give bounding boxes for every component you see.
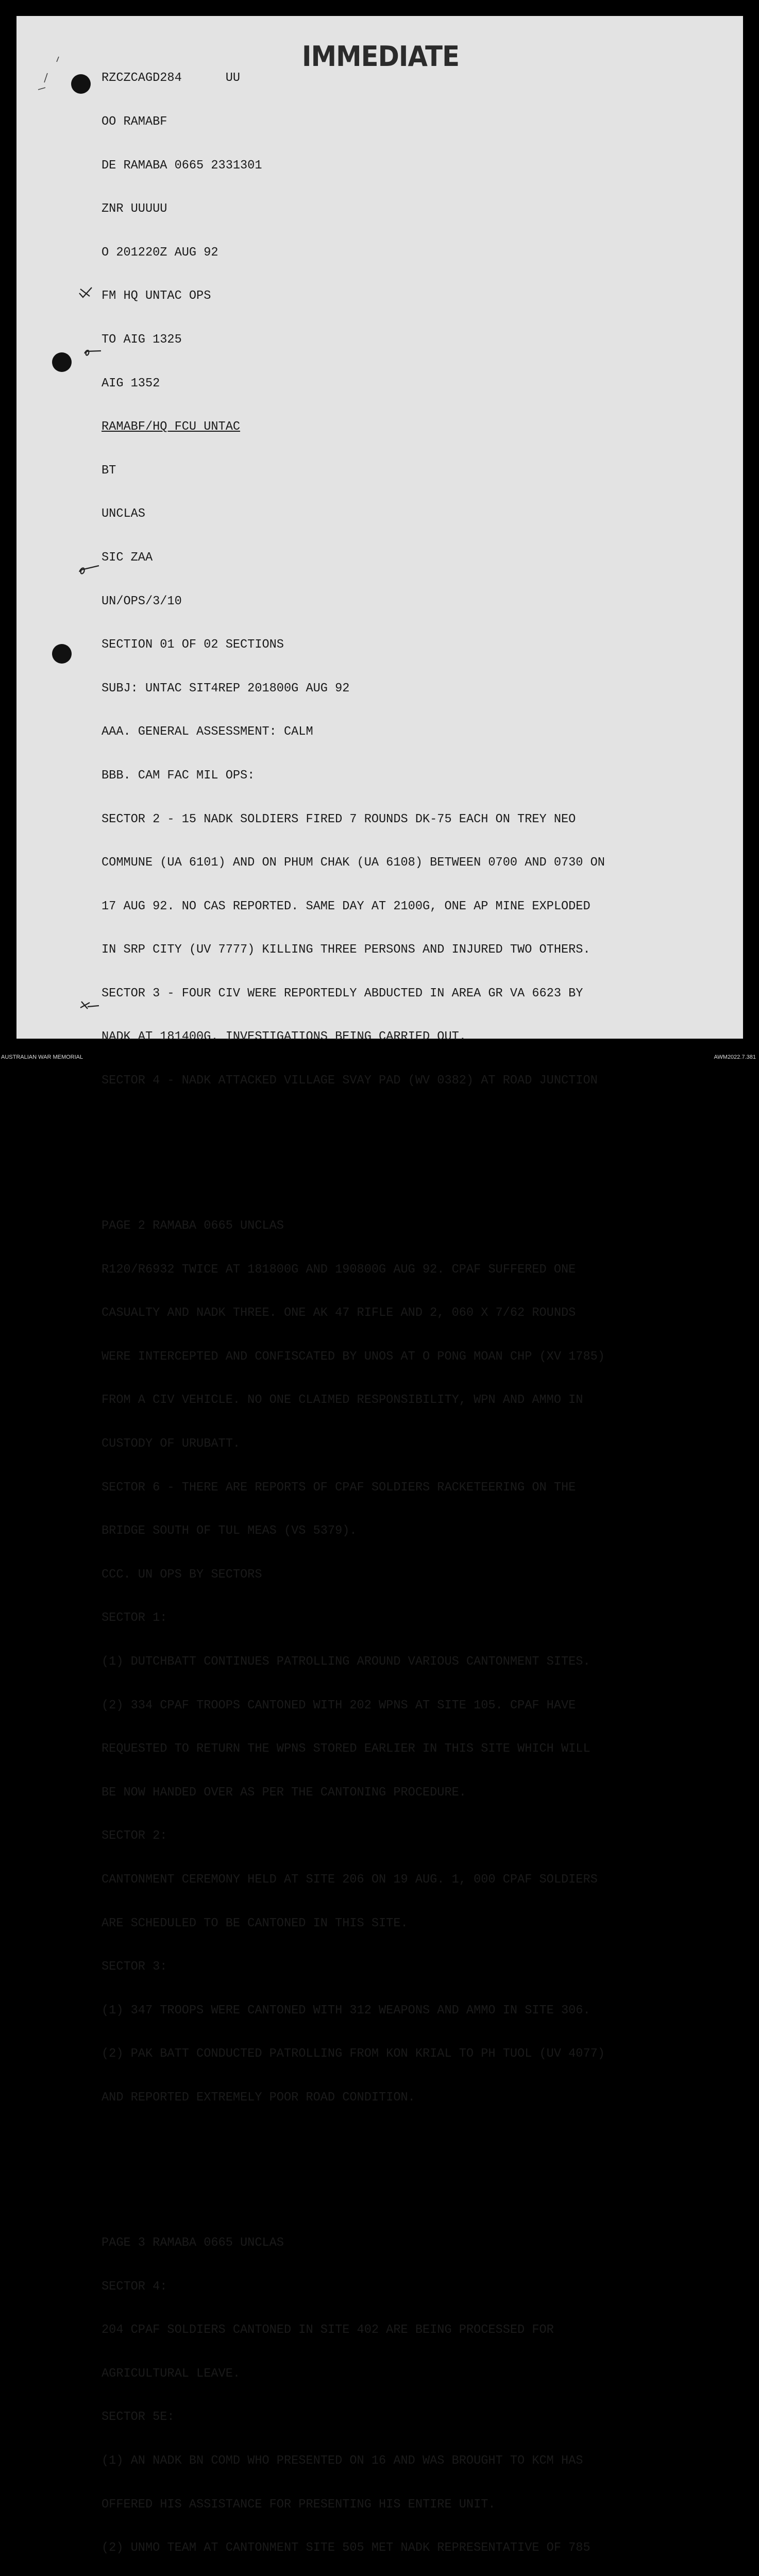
header-line: FM HQ UNTAC OPS [102,289,211,303]
header-line: 17 AUG 92. NO CAS REPORTED. SAME DAY AT 2100G, ONE AP MINE EXPLODED [102,899,591,913]
tick-mark-icon [78,999,101,1012]
header-line: IN SRP CITY (UV 7777) KILLING THREE PERSONS AND INJURED TWO OTHERS. [102,943,591,957]
header-line: RZCZCAGD284 UU [102,71,241,86]
page2-line: CUSTODY OF URUBATT. [102,1437,241,1451]
header-line: TO AIG 1325 [102,332,182,347]
header-line: AIG 1352 [102,376,160,391]
header-line: NADK AT 181400G. INVESTIGATIONS BEING CARRIED OUT. [102,1030,466,1044]
page2-line: SECTOR 2: [102,1829,167,1843]
header-line: DE RAMABA 0665 2331301 [102,158,262,173]
page2-line: BRIDGE SOUTH OF TUL MEAS (VS 5379). [102,1524,357,1538]
page2-line: AND REPORTED EXTREMELY POOR ROAD CONDITION. [102,2090,415,2105]
page2-line: (2) 334 CPAF TROOPS CANTONED WITH 202 WPNS AT SITE 105. CPAF HAVE [102,1698,576,1713]
page3-line: (2) UNMO TEAM AT CANTONMENT SITE 505 MET NADK REPRESENTATIVE OF 785 [102,2541,591,2555]
page2-line: SECTOR 1: [102,1611,167,1625]
header-line: OO RAMABF [102,115,167,129]
header-line: SUBJ: UNTAC SIT4REP 201800G AUG 92 [102,681,350,696]
page2-line: (2) PAK BATT CONDUCTED PATROLLING FROM KON KRIAL TO PH TUOL (UV 4077) [102,2047,605,2061]
page3-line: AGRICULTURAL LEAVE. [102,2366,241,2381]
header-line: UNCLAS [102,507,145,521]
header-line: BT [102,463,116,478]
tick-mark-icon [77,564,100,577]
header-line: SECTOR 3 - FOUR CIV WERE REPORTEDLY ABDUCTED IN AREA GR VA 6623 BY [102,986,583,1001]
footer-left: AUSTRALIAN WAR MEMORIAL [1,1054,83,1060]
header-line: BBB. CAM FAC MIL OPS: [102,768,255,783]
pencil-mark-icon [36,52,67,98]
header-line: SECTOR 4 - NADK ATTACKED VILLAGE SVAY PAD (WV 0382) AT ROAD JUNCTION [102,1074,598,1088]
header-line: ZNR UUUUU [102,202,167,216]
message-header-block [102,42,605,2576]
punch-hole [71,74,91,94]
punch-hole [52,352,72,372]
page2-line: WERE INTERCEPTED AND CONFISCATED BY UNOS AT O PONG MOAN CHP (XV 1785) [102,1349,605,1364]
page2-line: PAGE 2 RAMABA 0665 UNCLAS [102,1219,284,1233]
page2-line: SECTOR 6 - THERE ARE REPORTS OF CPAF SOLDIERS RACKETEERING ON THE [102,1480,576,1495]
footer-right: AWM2022.7.381 [714,1054,756,1060]
header-line: O 201220Z AUG 92 [102,245,218,260]
page2-line: CASUALTY AND NADK THREE. ONE AK 47 RIFLE AND 2, 060 X 7/62 ROUNDS [102,1306,576,1320]
page3-line: (1) AN NADK BN COMD WHO PRESENTED ON 16 AND WAS BROUGHT TO KCM HAS [102,2453,583,2468]
page2-line: CANTONMENT CEREMONY HELD AT SITE 206 ON 19 AUG. 1, 000 CPAF SOLDIERS [102,1872,598,1887]
header-line: RAMABF/HQ FCU UNTAC [102,420,241,434]
page2-line: (1) 347 TROOPS WERE CANTONED WITH 312 WEAPONS AND AMMO IN SITE 306. [102,2003,591,2018]
immediate-stamp: IMMEDIATE [302,40,460,73]
header-line: SECTOR 2 - 15 NADK SOLDIERS FIRED 7 ROUNDS DK-75 EACH ON TREY NEO [102,812,576,826]
header-line: AAA. GENERAL ASSESSMENT: CALM [102,725,313,739]
page2-line: ARE SCHEDULED TO BE CANTONED IN THIS SITE. [102,1916,408,1930]
tick-mark-icon [77,286,94,299]
header-line: UN/OPS/3/10 [102,594,182,608]
page3-line: SECTOR 4: [102,2279,167,2294]
page3-line: PAGE 3 RAMABA 0665 UNCLAS [102,2235,284,2250]
header-line: COMMUNE (UA 6101) AND ON PHUM CHAK (UA 6108) BETWEEN 0700 AND 0730 ON [102,856,605,870]
page2-line: CCC. UN OPS BY SECTORS [102,1567,262,1582]
page2-line: SECTOR 3: [102,1960,167,1974]
page-break-gap [102,1132,605,1176]
page2-line: R120/R6932 TWICE AT 181800G AND 190800G AUG 92. CPAF SUFFERED ONE [102,1262,576,1277]
header-line: SECTION 01 OF 02 SECTIONS [102,638,284,652]
page3-line: 204 CPAF SOLDIERS CANTONED IN SITE 402 ARE BEING PROCESSED FOR [102,2323,554,2337]
page2-line: BE NOW HANDED OVER AS PER THE CANTONING PROCEDURE. [102,1785,466,1800]
page3-line: OFFERED HIS ASSISTANCE FOR PRESENTING HIS ENTIRE UNIT. [102,2497,496,2512]
header-line: SIC ZAA [102,550,153,565]
tick-mark-icon [82,346,102,358]
page2-line: (1) DUTCHBATT CONTINUES PATROLLING AROUND VARIOUS CANTONMENT SITES. [102,1655,591,1669]
punch-hole [52,644,72,664]
page3-line: SECTOR 5E: [102,2410,175,2425]
page2-line: REQUESTED TO RETURN THE WPNS STORED EARLIER IN THIS SITE WHICH WILL [102,1742,591,1756]
page-break-gap [102,2149,605,2193]
page2-line: FROM A CIV VEHICLE. NO ONE CLAIMED RESPONSIBILITY, WPN AND AMMO IN [102,1393,583,1408]
